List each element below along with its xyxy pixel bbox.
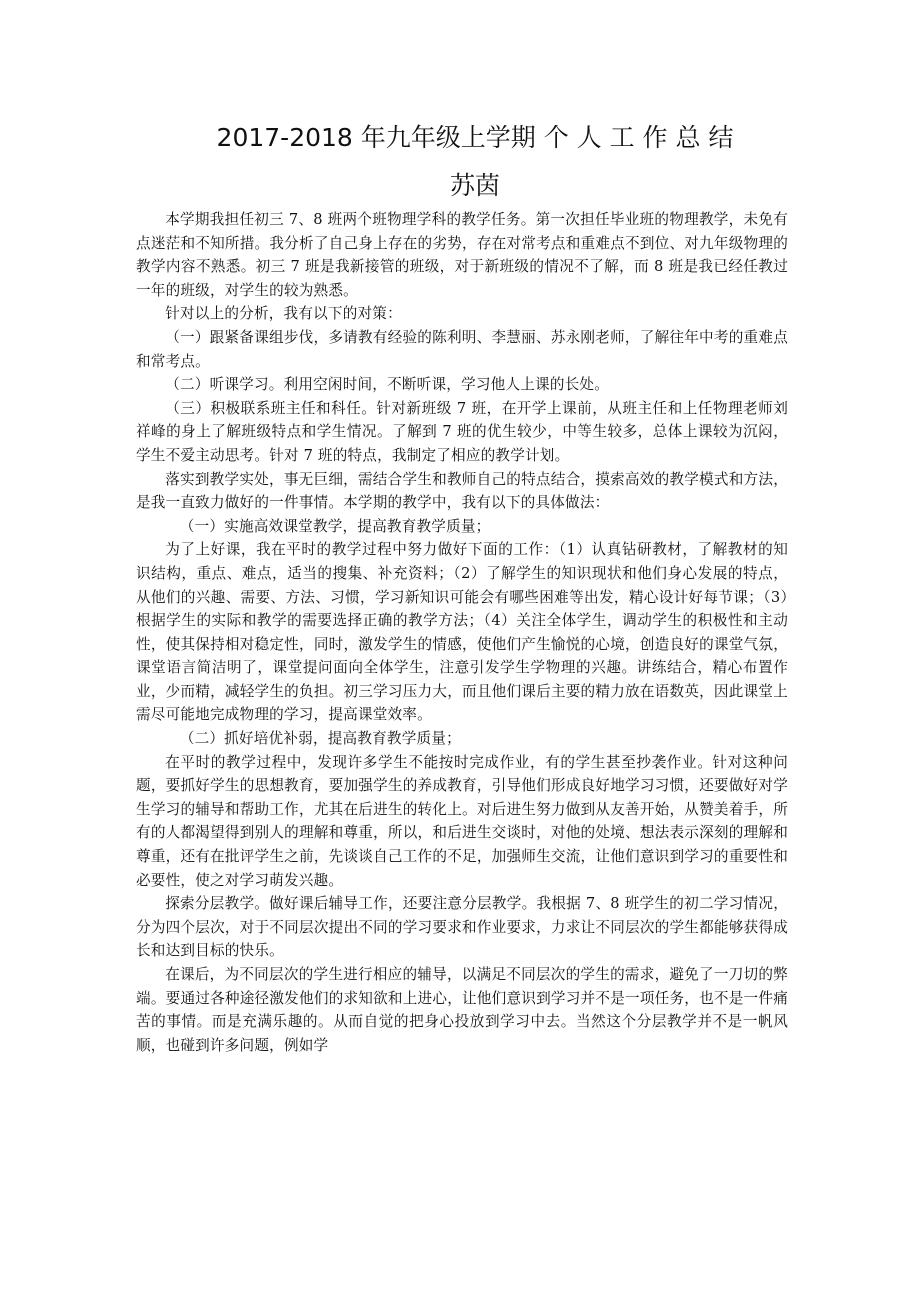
heading-practice-1: （一）实施高效课堂教学，提高教育教学质量； <box>179 517 491 535</box>
paragraph-after-class: 在课后，为不同层次的学生进行相应的辅导，以满足不同层次的学生的需求，避免了一刀切的弊端。要通过各种途径激发他们的求知欲和上进心，让他们意识到学习并不是一项任务，也不是一件痛苦的事情。而是充满乐趣的。从而自觉的把身心投放到学习中去。当然这个分层教学并不是一帆风顺，也碰到许多问题，例如学 <box>136 966 788 1054</box>
paragraph-strategy-3: （三）积极联系班主任和科任。针对新班级 7 班，在开学上课前，从班主任和上任物理老师刘祥峰的身上了解班级特点和学生情况。了解到 7 班的优生较少，中等生较多，总体上课较为沉闷，学生不爱主动思考。针对 7 班的特点，我制定了相应的教学计划。 <box>136 399 788 464</box>
paragraph-practice-lead: 落实到教学实处，事无巨细，需结合学生和教师自己的特点结合，摸索高效的教学模式和方法，是我一直致力做好的一件事情。本学期的教学中，我有以下的具体做法： <box>136 470 788 512</box>
document-title: 2017-2018 年九年级上学期 个 人 工 作 总 结 <box>216 123 734 152</box>
paragraph-intro: 本学期我担任初三 7、8 班两个班物理学科的教学任务。第一次担任毕业班的物理教学，未免有点迷茫和不知所措。我分析了自己身上存在的劣势，存在对常考点和重难点不到位、对九年级物理的教学内容不熟悉。初三 7 班是我新接管的班级，对于新班级的情况不了解，而 8 班是我已经任教过一年的班级，对学生的较为熟悉。 <box>136 211 788 299</box>
paragraph-strategy-lead: 针对以上的分析，我有以下的对策： <box>165 305 402 323</box>
paragraph-practice-2: 在平时的教学过程中，发现许多学生不能按时完成作业，有的学生甚至抄袭作业。针对这种问题，要抓好学生的思想教育，要加强学生的养成教育，引导他们形成良好地学习习惯，还要做好对学生学习的辅导和帮助工作，尤其在后进生的转化上。对后进生努力做到从友善开始，从赞美着手，所有的人都渴望得到别人的理解和尊重，所以，和后进生交谈时，对他的处境、想法表示深刻的理解和尊重，还有在批评学生之前，先谈谈自己工作的不足，加强师生交流，让他们意识到学习的重要性和必要性，使之对学习萌发兴趣。 <box>136 753 788 889</box>
paragraph-strategy-1: （一）跟紧备课组步伐，多请教有经验的陈利明、李慧丽、苏永刚老师，了解往年中考的重难点和常考点。 <box>136 328 788 370</box>
paragraph-strategy-2: （二）听课学习。利用空闲时间，不断听课，学习他人上课的长处。 <box>165 376 610 394</box>
document-body <box>136 208 788 1057</box>
heading-practice-2: （二）抓好培优补弱，提高教育教学质量； <box>179 730 461 748</box>
paragraph-layered-teaching: 探索分层教学。做好课后辅导工作，还要注意分层教学。我根据 7、8 班学生的初二学习情况，分为四个层次，对于不同层次提出不同的学习要求和作业要求，力求让不同层次的学生都能够获得成长和达到目标的快乐。 <box>136 895 788 960</box>
paragraph-practice-1: 为了上好课，我在平时的教学过程中努力做好下面的工作：（1）认真钻研教材，了解教材的知识结构，重点、难点，适当的搜集、补充资料；（2）了解学生的知识现状和他们身心发展的特点，从他们的兴趣、需要、方法、习惯，学习新知识可能会有哪些困难等出发，精心设计好每节课；（3）根据学生的实际和教学的需要选择正确的教学方法；（4）关注全体学生，调动学生的积极性和主动性，使其保持相对稳定性，同时，激发学生的情感，使他们产生愉悦的心境，创造良好的课堂气氛，课堂语言简洁明了，课堂提问面向全体学生，注意引发学生学物理的兴趣。讲练结合，精心布置作业，少而精，减轻学生的负担。初三学习压力大，而且他们课后主要的精力放在语数英，因此课堂上需尽可能地完成物理的学习，提高课堂效率。 <box>136 541 788 724</box>
document-author: 苏茵 <box>449 171 500 200</box>
